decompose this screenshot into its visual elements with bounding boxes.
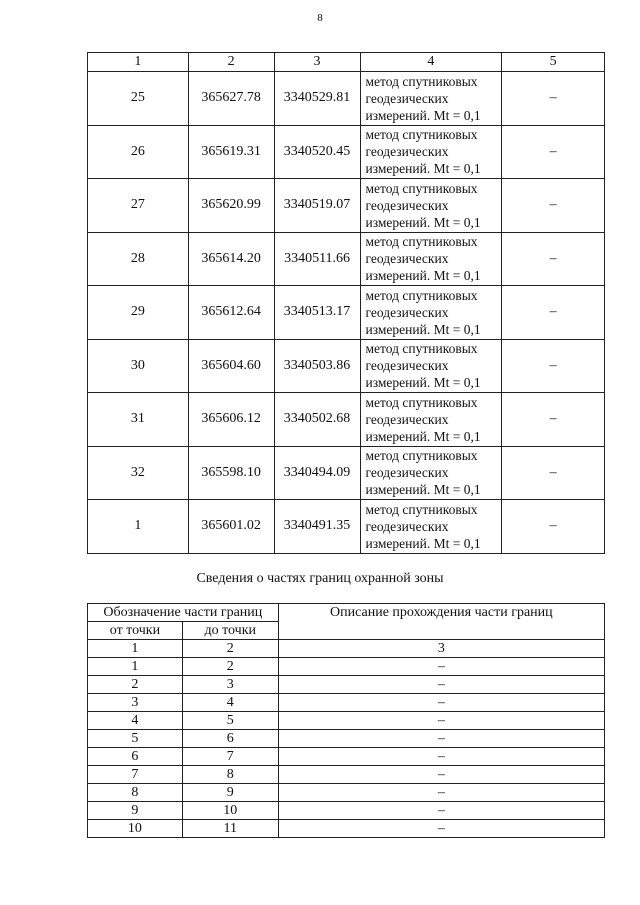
x-coordinate-cell: 365627.78	[188, 72, 274, 126]
method-line: метод спутниковых	[365, 234, 478, 250]
method-line: метод спутниковых	[365, 73, 478, 89]
from-point-cell: 5	[88, 730, 183, 748]
note-cell: –	[502, 500, 605, 554]
method-cell	[360, 500, 502, 554]
method-line: геодезических	[365, 358, 449, 374]
to-point-cell: 9	[182, 784, 278, 802]
column-index: 1	[88, 640, 183, 658]
method-line: геодезических	[365, 304, 449, 320]
point-number-cell: 32	[88, 446, 189, 500]
note-cell: –	[502, 125, 605, 179]
description-cell: –	[278, 712, 604, 730]
x-coordinate-cell: 365601.02	[188, 500, 274, 554]
to-point-cell: 7	[182, 748, 278, 766]
point-number-cell: 26	[88, 125, 189, 179]
method-cell	[360, 446, 502, 500]
method-cell	[360, 286, 502, 340]
method-line: измерений. Mt = 0,1	[365, 268, 481, 284]
to-point-cell: 2	[182, 658, 278, 676]
method-line: метод спутниковых	[365, 394, 478, 410]
method-line: метод спутниковых	[365, 287, 478, 303]
y-coordinate-cell: 3340511.66	[274, 232, 360, 286]
x-coordinate-cell: 365614.20	[188, 232, 274, 286]
method-cell	[360, 232, 502, 286]
boundary-parts-table	[87, 603, 605, 838]
description-cell: –	[278, 694, 604, 712]
point-number-cell: 30	[88, 339, 189, 393]
note-cell: –	[502, 339, 605, 393]
note-cell: –	[502, 286, 605, 340]
coordinates-table	[87, 52, 605, 554]
table-row	[88, 393, 605, 447]
method-cell	[360, 125, 502, 179]
from-point-cell: 10	[88, 820, 183, 838]
point-number-cell: 29	[88, 286, 189, 340]
note-cell: –	[502, 179, 605, 233]
method-line: измерений. Mt = 0,1	[365, 321, 481, 337]
table-row	[88, 232, 605, 286]
section-title: Сведения о частях границ охранной зоны	[196, 571, 444, 586]
x-coordinate-cell: 365612.64	[188, 286, 274, 340]
group-header: Обозначение части границ	[88, 604, 279, 622]
column-index: 3	[278, 640, 604, 658]
method-line: метод спутниковых	[365, 127, 478, 143]
method-line: измерений. Mt = 0,1	[365, 535, 481, 551]
table-row	[88, 676, 605, 694]
method-line: метод спутниковых	[365, 341, 478, 357]
x-coordinate-cell: 365598.10	[188, 446, 274, 500]
method-line: геодезических	[365, 518, 449, 534]
x-coordinate-cell: 365619.31	[188, 125, 274, 179]
y-coordinate-cell: 3340503.86	[274, 339, 360, 393]
from-point-cell: 2	[88, 676, 183, 694]
to-point-cell: 11	[182, 820, 278, 838]
table-row	[88, 72, 605, 126]
column-header: 4	[360, 53, 502, 72]
description-cell: –	[278, 802, 604, 820]
note-cell: –	[502, 446, 605, 500]
point-number-cell: 25	[88, 72, 189, 126]
to-point-cell: 10	[182, 802, 278, 820]
table-row	[88, 766, 605, 784]
description-cell: –	[278, 730, 604, 748]
column-header: 5	[502, 53, 605, 72]
from-point-cell: 1	[88, 658, 183, 676]
method-line: метод спутниковых	[365, 448, 478, 464]
column-header: 2	[188, 53, 274, 72]
to-point-cell: 8	[182, 766, 278, 784]
method-line: измерений. Mt = 0,1	[365, 428, 481, 444]
method-line: геодезических	[365, 411, 449, 427]
table-row	[88, 179, 605, 233]
x-coordinate-cell: 365620.99	[188, 179, 274, 233]
table-row	[88, 712, 605, 730]
description-cell: –	[278, 748, 604, 766]
point-number-cell: 28	[88, 232, 189, 286]
method-line: геодезических	[365, 90, 449, 106]
y-coordinate-cell: 3340520.45	[274, 125, 360, 179]
table-row	[88, 500, 605, 554]
from-point-header: от точки	[88, 622, 183, 640]
note-cell: –	[502, 72, 605, 126]
description-cell: –	[278, 766, 604, 784]
column-header: 1	[88, 53, 189, 72]
y-coordinate-cell: 3340529.81	[274, 72, 360, 126]
table-row	[88, 820, 605, 838]
point-number-cell: 27	[88, 179, 189, 233]
table-row	[88, 748, 605, 766]
method-cell	[360, 393, 502, 447]
method-cell	[360, 339, 502, 393]
description-cell: –	[278, 820, 604, 838]
from-point-cell: 4	[88, 712, 183, 730]
method-line: метод спутниковых	[365, 501, 478, 517]
table-row	[88, 802, 605, 820]
method-line: измерений. Mt = 0,1	[365, 107, 481, 123]
note-cell: –	[502, 232, 605, 286]
table-row	[88, 694, 605, 712]
to-point-cell: 6	[182, 730, 278, 748]
method-line: геодезических	[365, 465, 449, 481]
page-number: 8	[317, 12, 323, 24]
description-cell: –	[278, 784, 604, 802]
from-point-cell: 3	[88, 694, 183, 712]
y-coordinate-cell: 3340491.35	[274, 500, 360, 554]
from-point-cell: 6	[88, 748, 183, 766]
from-point-cell: 8	[88, 784, 183, 802]
method-line: измерений. Mt = 0,1	[365, 214, 481, 230]
method-line: измерений. Mt = 0,1	[365, 161, 481, 177]
from-point-cell: 7	[88, 766, 183, 784]
y-coordinate-cell: 3340513.17	[274, 286, 360, 340]
table-row	[88, 339, 605, 393]
method-line: геодезических	[365, 251, 449, 267]
column-index-row	[88, 640, 605, 658]
description-header: Описание прохождения части границ	[278, 604, 604, 640]
method-cell	[360, 72, 502, 126]
y-coordinate-cell: 3340502.68	[274, 393, 360, 447]
y-coordinate-cell: 3340494.09	[274, 446, 360, 500]
column-index: 2	[182, 640, 278, 658]
description-cell: –	[278, 658, 604, 676]
from-point-cell: 9	[88, 802, 183, 820]
table-row	[88, 730, 605, 748]
table-row	[88, 446, 605, 500]
method-line: геодезических	[365, 197, 449, 213]
method-line: измерений. Mt = 0,1	[365, 375, 481, 391]
x-coordinate-cell: 365606.12	[188, 393, 274, 447]
y-coordinate-cell: 3340519.07	[274, 179, 360, 233]
column-header: 3	[274, 53, 360, 72]
to-point-cell: 4	[182, 694, 278, 712]
table-row	[88, 658, 605, 676]
to-point-header: до точки	[182, 622, 278, 640]
point-number-cell: 31	[88, 393, 189, 447]
description-cell: –	[278, 676, 604, 694]
method-cell	[360, 179, 502, 233]
method-line: геодезических	[365, 144, 449, 160]
table-header-row	[88, 53, 605, 72]
note-cell: –	[502, 393, 605, 447]
method-line: измерений. Mt = 0,1	[365, 482, 481, 498]
method-line: метод спутниковых	[365, 180, 478, 196]
table-row	[88, 286, 605, 340]
to-point-cell: 5	[182, 712, 278, 730]
to-point-cell: 3	[182, 676, 278, 694]
x-coordinate-cell: 365604.60	[188, 339, 274, 393]
table-row	[88, 784, 605, 802]
table-header-row	[88, 604, 605, 622]
point-number-cell: 1	[88, 500, 189, 554]
table-row	[88, 125, 605, 179]
